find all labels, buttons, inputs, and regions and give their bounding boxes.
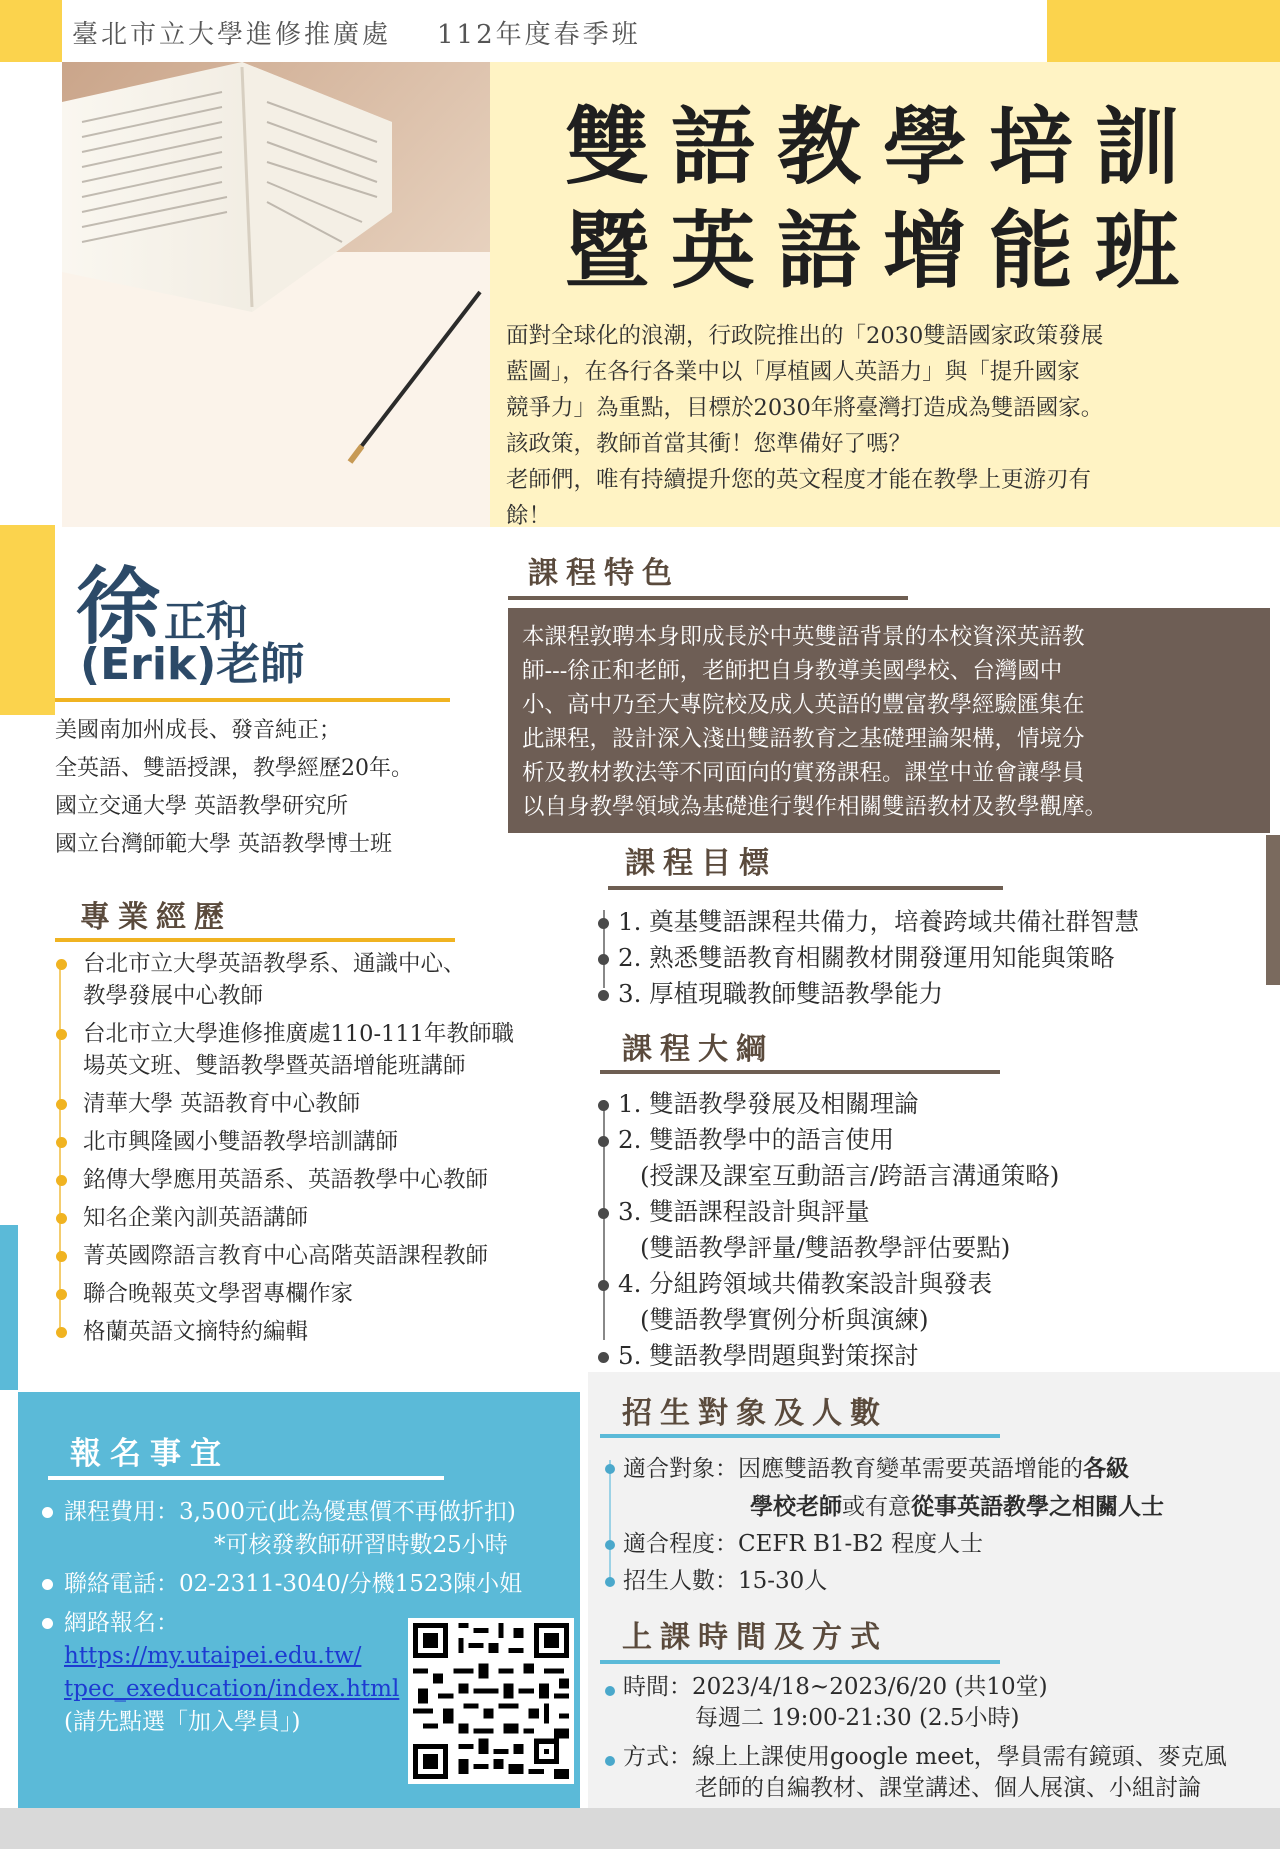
syllabus-item-detail: (雙語教學評量/雙語教學評估要點) [640,1233,1011,1262]
goal-item: 3. 厚植現職教師雙語教學能力 [598,976,1139,1012]
syllabus-item: 2. 雙語教學中的語言使用 [598,1122,1059,1158]
experience-line: 場英文班、雙語教學暨英語增能班講師 [83,1053,466,1079]
schedule-method: 方式：線上上課使用google meet，學員需有鏡頭、麥克風 [605,1742,1280,1773]
left-accent-blue [0,1225,18,1390]
teacher-given-name: 正和 [164,597,249,646]
experience-line: 銘傳大學應用英語系、英語教學中心教師 [83,1167,489,1193]
experience-item [55,1126,575,1158]
schedule-time: 時間：2023/4/18~2023/6/20 (共10堂) [605,1672,1280,1703]
syllabus-item-detail: (雙語教學實例分析與演練) [640,1305,929,1334]
enrollment-list [605,1450,1265,1600]
feature-line: 師---徐正和老師，老師把自身教導美國學校、台灣國中 [522,658,1063,684]
intro-paragraph [506,318,1252,534]
intro-line: 面對全球化的浪潮，行政院推出的「2030雙語國家政策發展 [506,323,1104,349]
experience-item [55,1018,575,1082]
header-text [72,14,687,51]
teacher-surname: 徐 [76,557,161,656]
registration-link-line2: tpec_exeducation/index.html [64,1676,400,1702]
target-text: 或有意 [842,1494,911,1520]
target-bold: 各級 [1083,1455,1129,1482]
registration-heading: 報名事宜 [70,1436,230,1472]
schedule-list [605,1672,1280,1804]
features-heading: 課程特色 [528,556,680,591]
schedule-underline [600,1660,1000,1664]
feature-line: 小、高中乃至大專院校及成人英語的豐富教學經驗匯集在 [522,692,1085,718]
book-photo [62,62,490,527]
schedule-time-detail: 每週二 19:00-21:30 (2.5小時) [695,1705,1020,1731]
enrollment-heading: 招生對象及人數 [622,1396,888,1431]
experience-line: 知名企業內訓英語講師 [83,1205,309,1231]
target-label: 適合對象： [623,1456,738,1482]
experience-list [55,948,575,1354]
experience-line: 教學發展中心教師 [83,983,264,1009]
experience-heading: 專業經歷 [80,900,232,935]
goals-list [598,904,1139,1012]
right-accent-bar [1266,835,1280,985]
goals-underline [608,886,1003,890]
experience-line: 清華大學 英語教育中心教師 [83,1091,361,1117]
experience-item [55,948,575,1012]
schedule-heading: 上課時間及方式 [622,1620,888,1655]
header-org: 臺北市立大學進修推廣處 [72,20,392,50]
features-box [508,608,1270,833]
bio-line: 全英語、雙語授課，教學經歷20年。 [55,756,413,781]
goals-heading: 課程目標 [625,846,777,881]
enrollment-target [605,1450,1265,1488]
experience-item [55,1088,575,1120]
experience-item [55,1316,575,1348]
experience-line: 台北市立大學英語教學系、通識中心、 [83,951,466,977]
schedule-method-detail: 老師的自編教材、課堂講述、個人展演、小組討論 [695,1775,1201,1801]
experience-line: 聯合晚報英文學習專欄作家 [83,1281,354,1307]
course-title-line1: 雙語教學培訓 [565,97,1202,196]
goal-item: 2. 熟悉雙語教育相關教材開發運用知能與策略 [598,940,1139,976]
left-accent-yellow [0,525,55,715]
target-bold: 從事英語教學之相關人士 [911,1493,1164,1520]
intro-line: 藍圖」，在各行各業中以「厚植國人英語力」與「提升國家 [506,359,1080,385]
experience-item [55,1164,575,1196]
course-title-line2: 暨英語增能班 [565,201,1202,300]
online-label: 網路報名： [64,1610,179,1636]
bio-line: 國立台灣師範大學 英語教學博士班 [55,832,392,857]
teacher-underline [55,698,450,702]
teacher-english-name: (Erik)老師 [80,639,305,690]
features-underline [508,596,908,600]
experience-item [55,1278,575,1310]
experience-line: 北市興隆國小雙語教學培訓講師 [83,1129,399,1155]
syllabus-list [598,1086,1059,1374]
fee-note: *可核發教師研習時數25小時 [214,1532,508,1558]
goal-item: 1. 奠基雙語課程共備力，培養跨域共備社群智慧 [598,904,1139,940]
header-term: 112年度春季班 [437,20,641,50]
target-bold: 學校老師 [750,1493,842,1520]
enrollment-underline [600,1434,1000,1438]
experience-underline [55,938,455,942]
registration-underline [48,1476,444,1480]
experience-line: 菁英國際語言教育中心高階英語課程教師 [83,1243,489,1269]
intro-line: 餘！ [506,503,552,529]
course-title [565,95,1201,303]
fee-text: 課程費用：3,500元(此為優惠價不再做折扣) [64,1499,516,1525]
experience-line: 台北市立大學進修推廣處110-111年教師職 [83,1021,514,1047]
feature-line: 析及教材教法等不同面向的實務課程。課堂中並會讓學員 [522,760,1085,786]
header-accent-right [1047,0,1280,62]
enrollment-level: 適合程度：CEFR B1-B2 程度人士 [605,1526,1265,1563]
experience-line: 格蘭英語文摘特約編輯 [83,1319,309,1345]
syllabus-item: 1. 雙語教學發展及相關理論 [598,1086,1059,1122]
target-text: 因應雙語教育變革需要英語增能的 [738,1456,1083,1482]
intro-line: 該政策，教師首當其衝！您準備好了嗎？ [506,431,912,457]
qr-code [408,1618,574,1784]
footer-band [0,1808,1280,1849]
registration-phone: 聯絡電話：02-2311-3040/分機1523陳小姐 [40,1568,580,1601]
syllabus-item: 4. 分組跨領域共備教案設計與發表 [598,1266,1059,1302]
syllabus-heading: 課程大綱 [622,1032,774,1067]
bio-line: 美國南加州成長、發音純正； [55,718,342,743]
intro-line: 競爭力」為重點，目標於2030年將臺灣打造成為雙語國家。 [506,395,1104,421]
feature-line: 本課程敦聘本身即成長於中英雙語背景的本校資深英語教 [522,624,1085,650]
intro-line: 老師們，唯有持續提升您的英文程度才能在教學上更游刃有 [506,467,1092,493]
registration-link-note: (請先點選「加入學員」) [64,1709,301,1735]
syllabus-item: 3. 雙語課程設計與評量 [598,1194,1059,1230]
experience-item [55,1240,575,1272]
feature-line: 以自身教學領域為基礎進行製作相關雙語教材及教學觀摩。 [522,794,1108,820]
bio-line: 國立交通大學 英語教學研究所 [55,794,348,819]
syllabus-item: 5. 雙語教學問題與對策探討 [598,1338,1059,1374]
teacher-bio [55,712,413,864]
syllabus-underline [600,1070,1000,1074]
header-accent-left [0,0,62,62]
enrollment-count: 招生人數：15-30人 [605,1563,1265,1600]
feature-line: 此課程，設計深入淺出雙語教育之基礎理論架構，情境分 [522,726,1085,752]
registration-fee [40,1496,580,1562]
registration-link-line1: https://my.utaipei.edu.tw/ [64,1643,362,1669]
enrollment-target-cont [605,1488,1265,1526]
experience-item [55,1202,575,1234]
syllabus-item-detail: (授課及課室互動語言/跨語言溝通策略) [640,1161,1060,1190]
